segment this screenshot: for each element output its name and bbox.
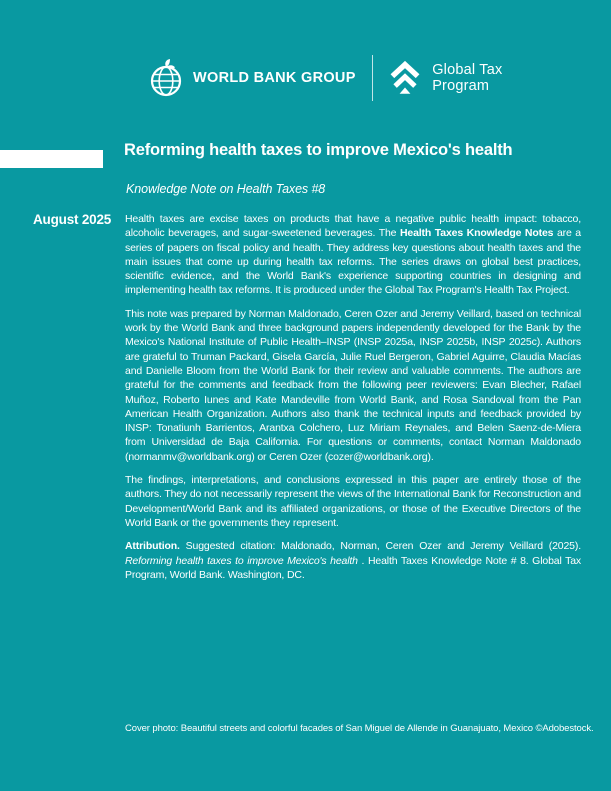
cover-photo-caption: Cover photo: Beautiful streets and colorful facades of San Miguel de Allende in Guanajuato, Mexico ©Adobestock. [125, 723, 594, 734]
header-logos [146, 53, 502, 103]
global-tax-program-logo [387, 59, 502, 97]
paragraph-attribution-citation-title: Reforming health taxes to improve Mexico's health [125, 554, 358, 567]
paragraph-disclaimer: The findings, interpretations, and conclusions expressed in this paper are entirely those of the authors. They do not necessarily represent the views of the International Bank for Reconstruction and Development/World Bank and its affiliated organizations, or those of the Executive Directors of the World Bank or the governments they represent. [125, 474, 581, 529]
paragraph-attribution-text-1: Suggested citation: Maldonado, Norman, Ceren Ozer and Jeremy Veillard (2025). [179, 540, 581, 553]
gtp-wordmark [432, 62, 502, 95]
body-text [125, 212, 581, 591]
gtp-wordmark-line1: Global Tax [432, 61, 503, 78]
paragraph-intro-bold: Health Taxes Knowledge Notes [399, 227, 554, 240]
paragraph-attribution-text-2: . Health Taxes Knowledge Note # 8. Global Tax Program, World Bank. Washington, DC. [125, 554, 581, 581]
publication-date: August 2025 [33, 212, 112, 227]
double-chevron-up-icon [387, 59, 423, 97]
world-bank-wordmark: WORLD BANK GROUP [193, 70, 356, 86]
paragraph-attribution-label: Attribution. [125, 540, 180, 553]
title-accent-bar [0, 150, 103, 168]
paragraph-attribution [125, 539, 581, 582]
paragraph-intro-text-1: Health taxes are excise taxes on products that have a negative public health impact: tobacco, alcoholic beverages, and sugar-sweetened beverages. The [125, 213, 581, 240]
logo-divider [372, 55, 374, 101]
paragraph-intro-text-2: are a series of papers on fiscal policy and health. They address key questions about health taxes and the main issues that come up during health tax reforms. The series draws on global best practices, scientific evidence, and the World Bank's experience supporting countries in designing and implementing health tax reforms. It is produced under the Global Tax Program's Health Tax Project. [125, 227, 582, 297]
paragraph-acknowledgements: This note was prepared by Norman Maldonado, Ceren Ozer and Jeremy Veillard, based on technical work by the World Bank and three background papers independently developed for the Bank by the Mexico's National Institute of Public Health–INSP (INSP 2025a, INSP 2025b, INSP 2025c). Authors are grateful to Truman Packard, Gisela García, Julie Ruel Bergeron, Gabriel Aguirre, Claudia Macías and Danielle Bloom from the World Bank for their review and valuable comments. The authors are grateful for the comments and feedback from the following peer reviewers: Evan Blecher, Rafael Muñoz, Roberto Iunes and Kate Mandeville from World Bank, and Rosa Sandoval from the Pan American Health Organization. Authors also thank the technical inputs and feedback provided by INSP: Tonatiunh Barrientos, Arantxa Colchero, Luz Miriam Reynales, and Belen Saenz-de-Miera from Universidad de Baja California. For questions or comments, contact Norman Maldonado (normanmv@worldbank.org) or Ceren Ozer (cozer@worldbank.org). [125, 307, 581, 463]
page-subtitle: Knowledge Note on Health Taxes #8 [126, 182, 326, 196]
gtp-wordmark-line2: Program [432, 78, 490, 94]
world-bank-logo [146, 57, 356, 99]
paragraph-intro [125, 212, 581, 298]
page-title: Reforming health taxes to improve Mexico's health [124, 141, 513, 159]
globe-icon [146, 57, 186, 99]
